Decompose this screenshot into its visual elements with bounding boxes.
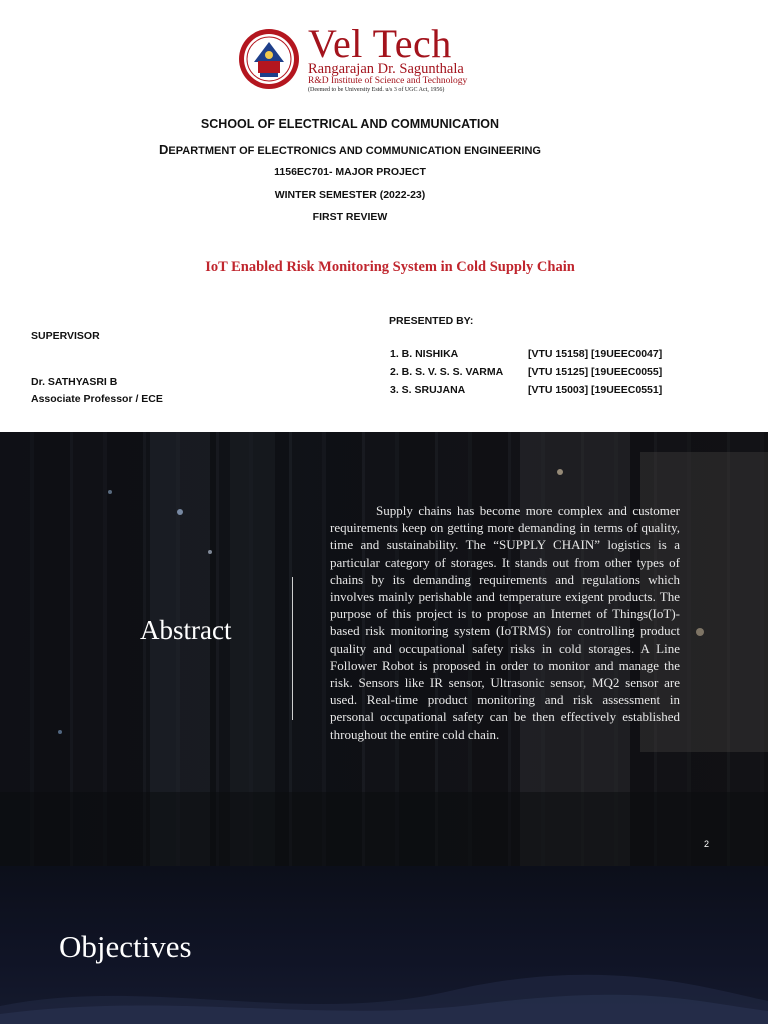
review-label: FIRST REVIEW [312, 211, 388, 223]
member-id: [VTU 15158] [19UEEC0047] [528, 348, 663, 360]
school-name: SCHOOL OF ELECTRICAL AND COMMUNICATION [200, 117, 500, 131]
divider-line [292, 577, 293, 720]
brand-institute: R&D Institute of Science and Technology [308, 76, 468, 86]
member-id: [VTU 15003] [19UEEC0551] [528, 384, 663, 396]
team-member [390, 348, 690, 364]
supervisor-role: Associate Professor / ECE [31, 393, 163, 405]
abstract-title: Abstract [140, 615, 232, 645]
decorative-wave [0, 966, 768, 1024]
department-initial: D [159, 142, 169, 157]
department-rest: EPARTMENT OF ELECTRONICS AND COMMUNICATION ENGINEERING [168, 145, 541, 157]
team-member [390, 384, 690, 400]
brand-subtitle: Rangarajan Dr. Sagunthala [308, 61, 464, 77]
abstract-slide [0, 432, 768, 866]
member-id: [VTU 15125] [19UEEC0055] [528, 366, 663, 378]
brand-name: Vel Tech [308, 21, 452, 66]
brand-text [308, 21, 483, 96]
member-name: 2. B. S. V. S. S. VARMA [390, 366, 504, 378]
objectives-slide [0, 866, 768, 1024]
vel-tech-logo [238, 21, 478, 96]
presented-by-label: PRESENTED BY: [389, 315, 474, 327]
supervisor-label: SUPERVISOR [31, 330, 100, 342]
member-name: 3. S. SRUJANA [390, 384, 466, 396]
brand-deemed-note: (Deemed to be University Estd. u/s 3 of UGC Act, 1956) [308, 87, 445, 93]
semester: WINTER SEMESTER (2022-23) [274, 189, 426, 201]
department-name [0, 142, 700, 157]
page-number: 2 [704, 839, 710, 849]
project-title: IoT Enabled Risk Monitoring System in Cold Supply Chain [205, 259, 575, 275]
team-member [390, 366, 690, 382]
university-seal-icon [238, 28, 300, 90]
supervisor-name: Dr. SATHYASRI B [31, 376, 118, 388]
member-name: 1. B. NISHIKA [390, 348, 459, 360]
objectives-title: Objectives [59, 929, 192, 964]
course-code: 1156EC701- MAJOR PROJECT [274, 166, 426, 178]
abstract-body: Supply chains has become more complex and customer requirements keep on getting more demanding in terms of quality, time and sustainability. The “SUPPLY CHAIN” logistics is a particular category of storages. It stands out from other types of chains by its demanding requirements and regulations which involves mainly perishable and temperature exigent products. The purpose of this project is to propose an Internet of Things(IoT)-based risk monitoring system (IoTRMS) for controlling product quality and occupational safety risks in cold storages. A Line Follower Robot is proposed in order to monitor and manage the risk. Sensors like IR sensor, Ultrasonic sensor, MQ2 sensor are used. Real-time product monitoring and risk assessment in personal occupational safety can be then effectively established throughout the entire cold chain. [330, 503, 680, 742]
title-slide [0, 0, 768, 432]
